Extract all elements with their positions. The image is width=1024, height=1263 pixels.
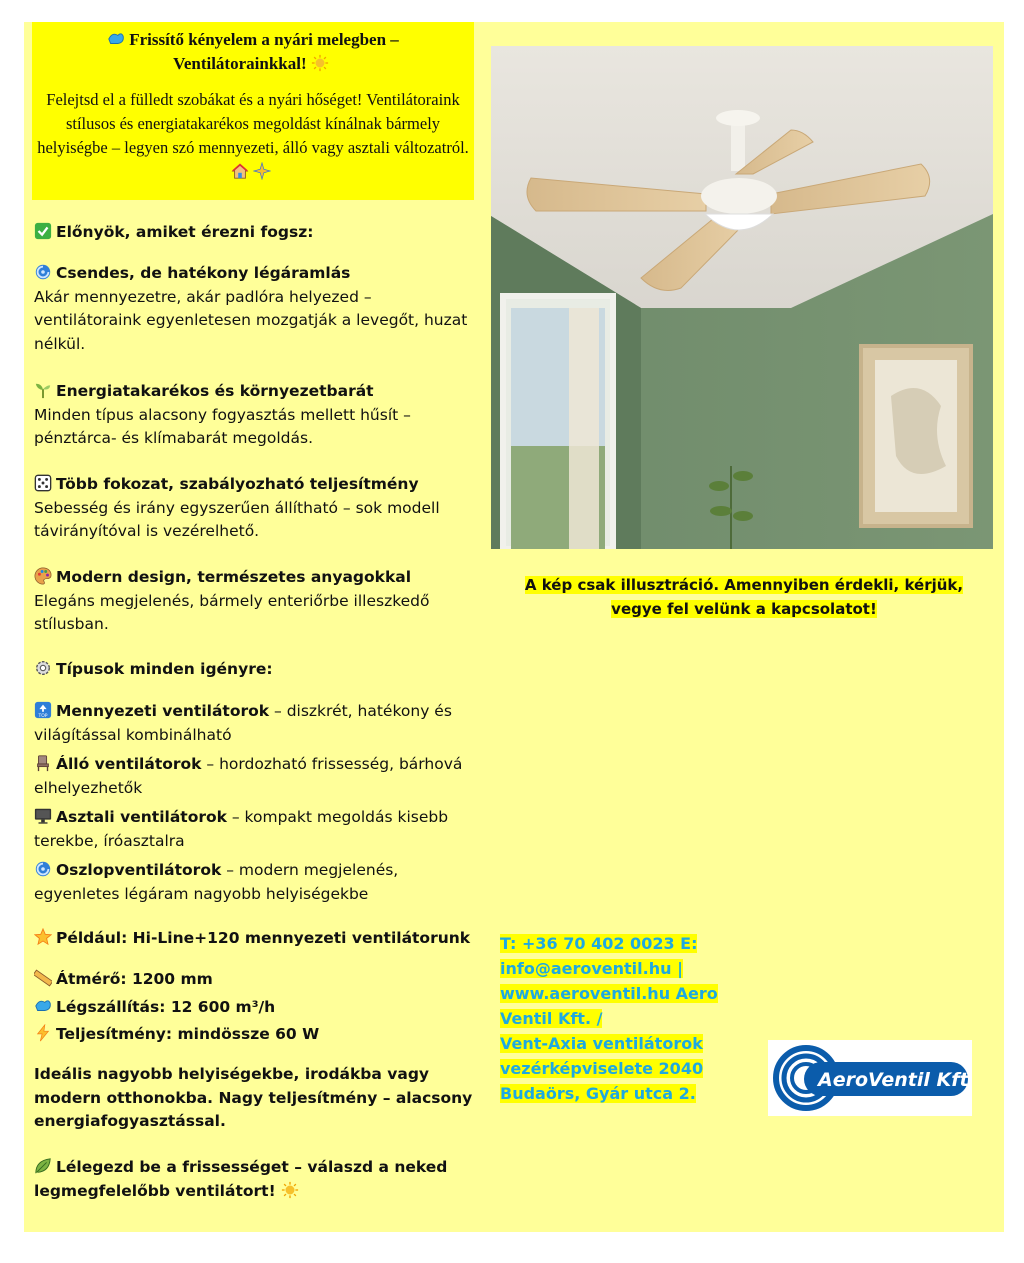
dash-icon — [34, 997, 52, 1015]
headline — [32, 28, 474, 76]
contact-line: Vent-Axia ventilátorok — [500, 1034, 703, 1053]
type-item: TOP Mennyezeti ventilátorok – diszkrét, hatékony és világítással kombinálható — [34, 702, 452, 744]
contact-line[interactable]: info@aeroventil.hu | — [500, 959, 683, 978]
benefit-item: Csendes, de hatékony légáramlás Akár mennyezetre, akár padlóra helyezed – ventilátoraink egyenletesen mozgatják a levegőt, huzat nélkül. — [34, 264, 468, 353]
contact-line: T: +36 70 402 0023 E: — [500, 934, 698, 953]
house-icon — [231, 162, 249, 180]
top-icon — [34, 701, 52, 719]
types-heading: Típusok minden igényre: — [34, 658, 474, 682]
company-logo — [768, 1040, 972, 1116]
sparkles-icon — [253, 162, 271, 180]
check-mark-icon — [34, 222, 52, 240]
type-item: Oszlopventilátorok – modern megjelenés, egyenletes légáram nagyobb helyiségekbe — [34, 861, 399, 903]
closing-text: Lélegezd be a frissességet – válaszd a neked legmegfelelőbb ventilátort! — [34, 1158, 448, 1200]
palette-icon — [34, 567, 52, 585]
type-item: Asztali ventilátorok – kompakt megoldás kisebb terekbe, íróasztalra — [34, 808, 449, 850]
ceiling-fan-photo — [491, 46, 993, 549]
logo-text: AeroVentil Kft — [818, 1069, 969, 1091]
photo-caption: A kép csak illusztráció. Amennyiben érdekli, kérjük, vegye fel velünk a kapcsolatot! — [524, 576, 964, 618]
spec-diameter: Átmérő: 1200 mm — [34, 968, 474, 992]
benefit-item: Energiatakarékos és környezetbarát Minden típus alacsony fogyasztás mellett hűsít – pénztárca- és klímabarát megoldás. — [34, 382, 411, 447]
benefit-item: Több fokozat, szabályozható teljesítmény Sebesség és irány egyszerűen állítható – sok modell távirányítóval is vezérelhető. — [34, 475, 440, 540]
spec-power: Teljesítmény: mindössze 60 W — [34, 1023, 474, 1047]
benefit-item: Modern design, természetes anyagokkal Elegáns megjelenés, bármely enteriőrbe illeszkedő stílusban. — [34, 568, 430, 633]
ruler-icon — [34, 969, 52, 987]
example-heading: Például: Hi-Line+120 mennyezeti ventilátorunk — [34, 927, 474, 951]
contact-line[interactable]: www.aeroventil.hu Aero — [500, 984, 718, 1003]
example-specs — [34, 968, 474, 1047]
spec-airflow: Légszállítás: 12 600 m³/h — [34, 996, 474, 1020]
seedling-icon — [34, 381, 52, 399]
benefits-heading: Előnyök, amiket érezni fogsz: — [34, 221, 474, 245]
cyclone-icon — [34, 860, 52, 878]
glowing-star-icon — [34, 928, 52, 946]
dash-icon — [107, 30, 125, 48]
sun-icon — [311, 54, 329, 72]
example-summary: Ideális nagyobb helyiségekbe, irodákba vagy modern otthonokba. Nagy teljesítmény – alacsony energiafogyasztással. — [34, 1065, 473, 1130]
desktop-icon — [34, 807, 52, 825]
leaf-icon — [34, 1157, 52, 1175]
gear-icon — [34, 659, 52, 677]
header-box — [32, 22, 474, 200]
headline-line1: Frissítő kényelem a nyári melegben – — [129, 30, 399, 49]
lightning-icon — [34, 1024, 52, 1042]
type-item: Álló ventilátorok – hordozható frissesség, bárhová elhelyezhetők — [34, 755, 463, 797]
contact-line: vezérképviselete 2040 — [500, 1059, 704, 1078]
cyclone-icon — [34, 263, 52, 281]
dice-icon — [34, 474, 52, 492]
sun-icon — [281, 1181, 299, 1199]
contact-info — [500, 931, 730, 1106]
contact-line: Ventil Kft. / — [500, 1009, 603, 1028]
chair-icon — [34, 754, 52, 772]
headline-line2: Ventilátorainkkal! — [173, 54, 307, 73]
svg-text:TOP: TOP — [38, 713, 48, 719]
intro-text: Felejtsd el a fülledt szobákat és a nyári hőséget! Ventilátoraink stílusos és energiatakarékos megoldást kínálnak bármely helyiségbe – legyen szó mennyezeti, álló vagy asztali változatról. — [32, 88, 474, 184]
contact-line: Budaörs, Gyár utca 2. — [500, 1084, 696, 1103]
